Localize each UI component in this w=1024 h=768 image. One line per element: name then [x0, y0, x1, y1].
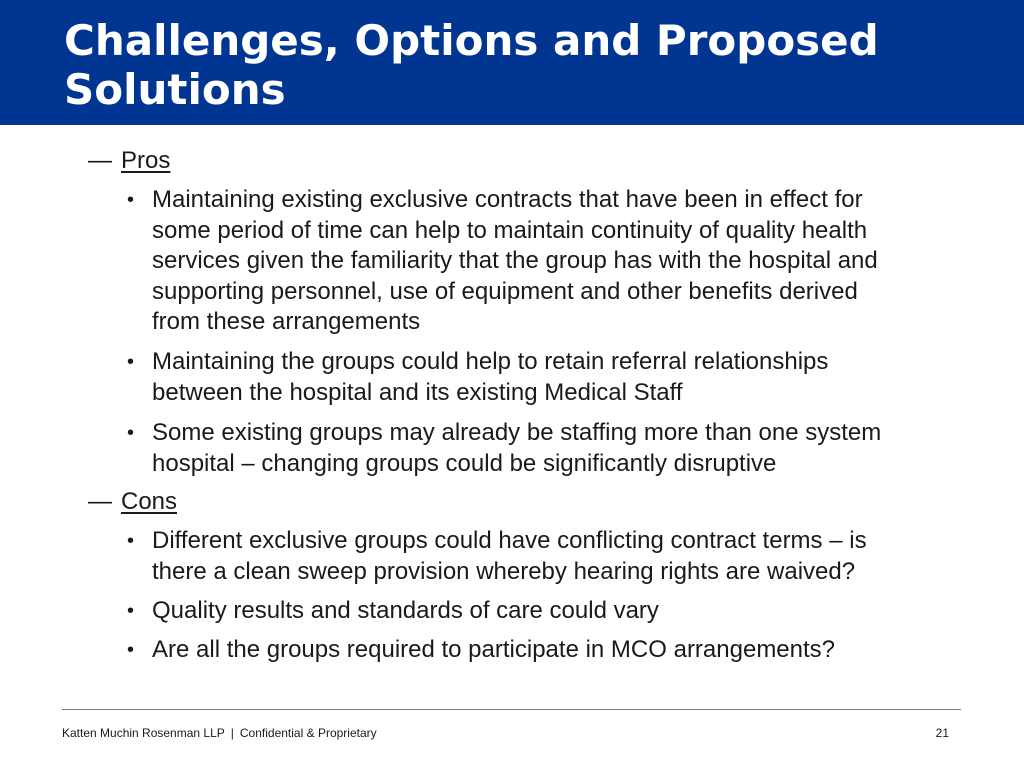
footer-separator: |	[230, 726, 234, 740]
bullet-icon: •	[127, 639, 135, 661]
page-number: 21	[935, 726, 949, 740]
section-label: Pros	[121, 147, 171, 174]
bullet-text: Some existing groups may already be staffing more than one system hospital – changing groups could be significantly disruptive	[152, 419, 882, 477]
dash-icon: —	[88, 488, 112, 515]
title-bar	[0, 0, 1024, 125]
bullet-text: Different exclusive groups could have conflicting contract terms – is there a clean sweep provision whereby hearing rights are waived?	[152, 527, 867, 585]
bullet-icon: •	[127, 422, 135, 444]
bullet-icon: •	[127, 600, 135, 622]
slide-title: Challenges, Options and Proposed Solutions	[64, 16, 879, 114]
confidentiality-notice: Confidential & Proprietary	[239, 726, 377, 740]
bullet-icon: •	[127, 530, 135, 552]
section-pros-heading	[88, 146, 170, 176]
bullet-text: Quality results and standards of care could vary	[152, 597, 659, 624]
bullet-icon: •	[127, 189, 135, 211]
bullet-text: Are all the groups required to participate in MCO arrangements?	[152, 636, 836, 663]
bullet-icon: •	[127, 351, 135, 373]
firm-name: Katten Muchin Rosenman LLP	[62, 726, 225, 740]
footer	[62, 725, 377, 741]
section-cons-heading	[88, 487, 177, 517]
bullet-text: Maintaining the groups could help to retain referral relationships between the hospital and its existing Medical Staff	[152, 348, 829, 406]
dash-icon: —	[88, 147, 112, 174]
bullet-text: Maintaining existing exclusive contracts that have been in effect for some period of time can help to maintain continuity of quality health services given the familiarity that the group has with the hospital and supporting personnel, use of equipment and other benefits derived from these arrangements	[152, 186, 878, 335]
section-label: Cons	[121, 488, 178, 515]
footer-divider	[62, 709, 961, 710]
